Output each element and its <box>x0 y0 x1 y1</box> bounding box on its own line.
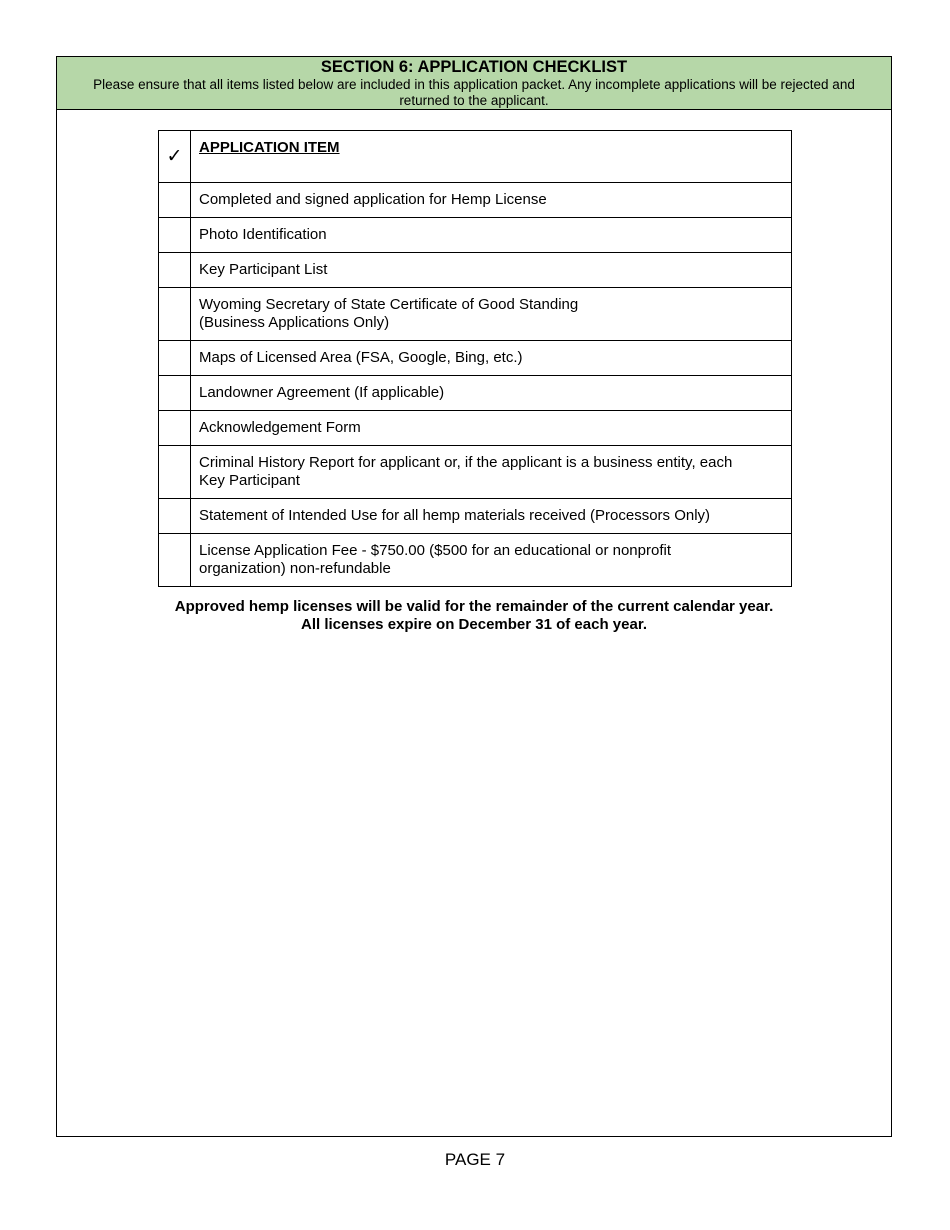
item-text-line1: Photo Identification <box>199 226 327 243</box>
item-cell <box>191 218 792 253</box>
checkbox-cell[interactable] <box>159 183 191 218</box>
table-row <box>159 376 792 411</box>
checkbox-cell[interactable] <box>159 341 191 376</box>
license-validity-note <box>57 598 891 634</box>
item-text-line1: Statement of Intended Use for all hemp materials received (Processors Only) <box>199 507 711 524</box>
table-header-row <box>159 131 792 183</box>
checkbox-cell[interactable] <box>159 288 191 341</box>
item-cell <box>191 411 792 446</box>
checkbox-cell[interactable] <box>159 534 191 587</box>
item-text-line2: organization) non-refundable <box>199 560 391 577</box>
checkbox-cell[interactable] <box>159 446 191 499</box>
item-text-line1: Maps of Licensed Area (FSA, Google, Bing, etc.) <box>199 349 523 366</box>
item-cell <box>191 499 792 534</box>
checkmark-header-icon: ✓ <box>159 131 191 183</box>
item-text-line1: Criminal History Report for applicant or, if the applicant is a business entity, each <box>199 454 733 471</box>
table-row <box>159 446 792 499</box>
table-row <box>159 341 792 376</box>
item-text-line1: Key Participant List <box>199 261 328 278</box>
page-number: PAGE 7 <box>444 1150 506 1169</box>
checkbox-cell[interactable] <box>159 253 191 288</box>
item-text-line1: Wyoming Secretary of State Certificate of Good Standing <box>199 296 579 313</box>
application-checklist-table <box>158 130 792 587</box>
table-row <box>159 499 792 534</box>
item-cell <box>191 446 792 499</box>
item-cell <box>191 376 792 411</box>
item-cell <box>191 183 792 218</box>
item-text-line1: Landowner Agreement (If applicable) <box>199 384 445 401</box>
section-header <box>57 57 891 110</box>
checkbox-cell[interactable] <box>159 376 191 411</box>
validity-note-line1: Approved hemp licenses will be valid for the remainder of the current calendar year. <box>174 598 774 615</box>
checkbox-cell[interactable] <box>159 411 191 446</box>
checkbox-cell[interactable] <box>159 218 191 253</box>
section-instructions: Please ensure that all items listed below are included in this application packet. Any incomplete applications will be rejected and returned to the applicant. <box>93 77 855 108</box>
section-title: SECTION 6: APPLICATION CHECKLIST <box>320 58 628 76</box>
item-text-line1: Acknowledgement Form <box>199 419 361 436</box>
page-frame <box>56 56 892 1137</box>
checkbox-cell[interactable] <box>159 499 191 534</box>
item-cell <box>191 341 792 376</box>
application-item-header: APPLICATION ITEM <box>191 131 792 183</box>
item-text-line2: (Business Applications Only) <box>199 314 390 331</box>
table-row <box>159 253 792 288</box>
item-text-line1: Completed and signed application for Hemp License <box>199 191 547 208</box>
item-cell <box>191 288 792 341</box>
table-row <box>159 411 792 446</box>
item-text-line2: Key Participant <box>199 472 300 489</box>
item-cell <box>191 534 792 587</box>
table-row <box>159 288 792 341</box>
item-cell <box>191 253 792 288</box>
table-row <box>159 183 792 218</box>
table-row <box>159 534 792 587</box>
validity-note-line2: All licenses expire on December 31 of each year. <box>300 616 647 633</box>
table-row <box>159 218 792 253</box>
item-text-line1: License Application Fee - $750.00 ($500 for an educational or nonprofit <box>199 542 671 559</box>
